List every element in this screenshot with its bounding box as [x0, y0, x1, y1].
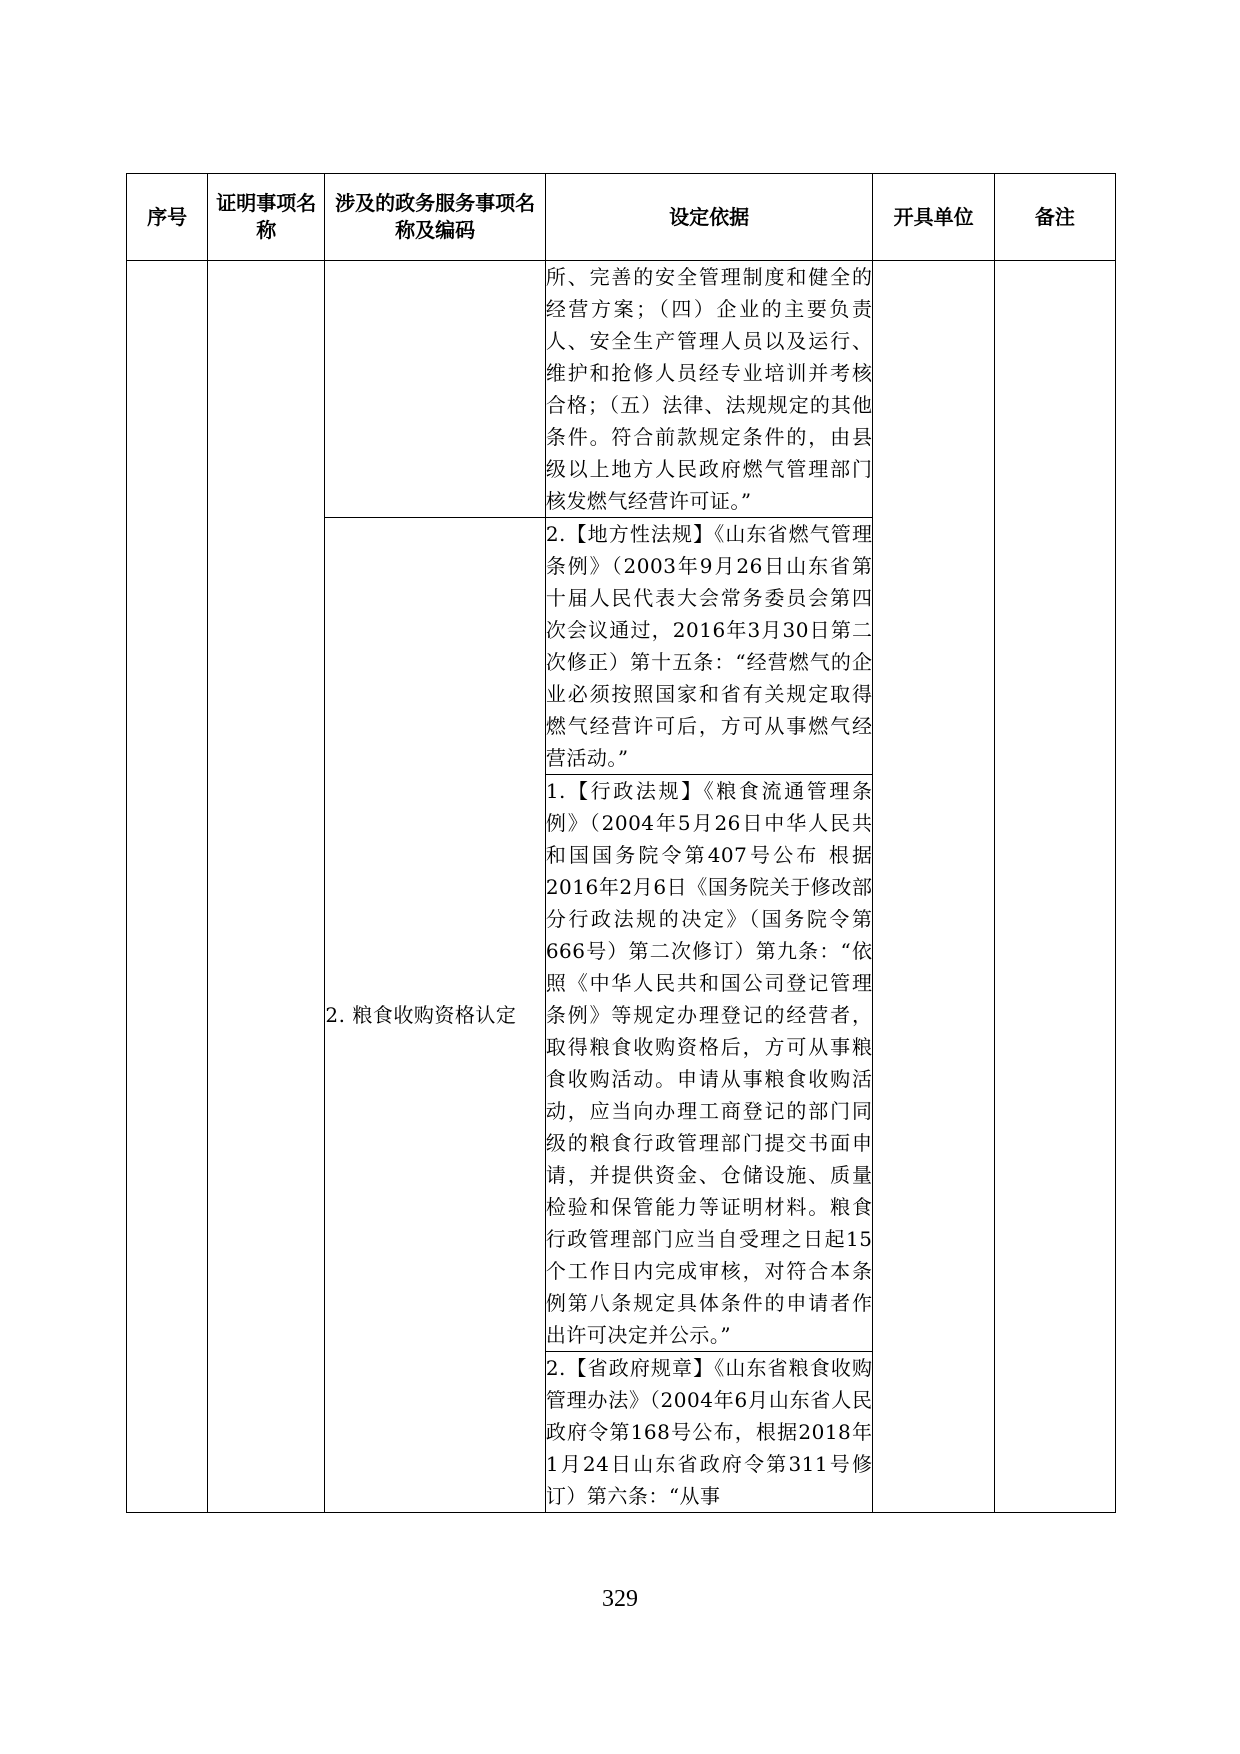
service-item-cell: 2. 粮食收购资格认定 [325, 518, 545, 1513]
header-legal-basis: 设定依据 [545, 174, 873, 261]
legal-basis-cell: 1.【行政法规】《粮食流通管理条例》（2004年5月26日中华人民共和国国务院令第407号公布 根据2016年2月6日《国务院关于修改部分行政法规的决定》（国务院令第666号）第二次修订）第九条：“依照《中华人民共和国公司登记管理条例》等规定办理登记的经营者，取得粮食收购资格后，方可从事粮食收购活动。申请从事粮食收购活动，应当向办理工商登记的部门同级的粮食行政管理部门提交书面申请，并提供资金、仓储设施、质量检验和保管能力等证明材料。粮食行政管理部门应当自受理之日起15个工作日内完成审核，对符合本条例第八条规定具体条件的申请者作出许可决定并公示。” [545, 775, 873, 1352]
legal-basis-cell: 2.【地方性法规】《山东省燃气管理条例》（2003年9月26日山东省第十届人民代表大会常务委员会第四次会议通过，2016年3月30日第二次修正）第十五条：“经营燃气的企业必须按照国家和省有关规定取得燃气经营许可后，方可从事燃气经营活动。” [545, 518, 873, 775]
certificate-item-cell [208, 261, 325, 1513]
header-serial-number: 序号 [127, 174, 208, 261]
issuing-unit-cell [873, 261, 994, 1513]
header-remarks: 备注 [994, 174, 1115, 261]
service-item-cell-continued [325, 261, 545, 518]
header-issuing-unit: 开具单位 [873, 174, 994, 261]
legal-basis-cell: 所、完善的安全管理制度和健全的经营方案；（四）企业的主要负责人、安全生产管理人员以及运行、维护和抢修人员经专业培训并考核合格；（五）法律、法规规定的其他条件。符合前款规定条件的，由县级以上地方人民政府燃气管理部门核发燃气经营许可证。” [545, 261, 873, 518]
table-row [127, 261, 1116, 518]
page-number: 329 [602, 1586, 638, 1612]
legal-basis-cell: 2.【省政府规章】《山东省粮食收购管理办法》（2004年6月山东省人民政府令第168号公布，根据2018年1月24日山东省政府令第311号修订）第六条：“从事 [545, 1352, 873, 1513]
serial-number-cell [127, 261, 208, 1513]
remarks-cell [994, 261, 1115, 1513]
table-header-row [127, 174, 1116, 261]
evidence-table [126, 173, 1116, 1513]
header-service-item: 涉及的政务服务事项名称及编码 [325, 174, 545, 261]
header-certificate-item: 证明事项名称 [208, 174, 325, 261]
